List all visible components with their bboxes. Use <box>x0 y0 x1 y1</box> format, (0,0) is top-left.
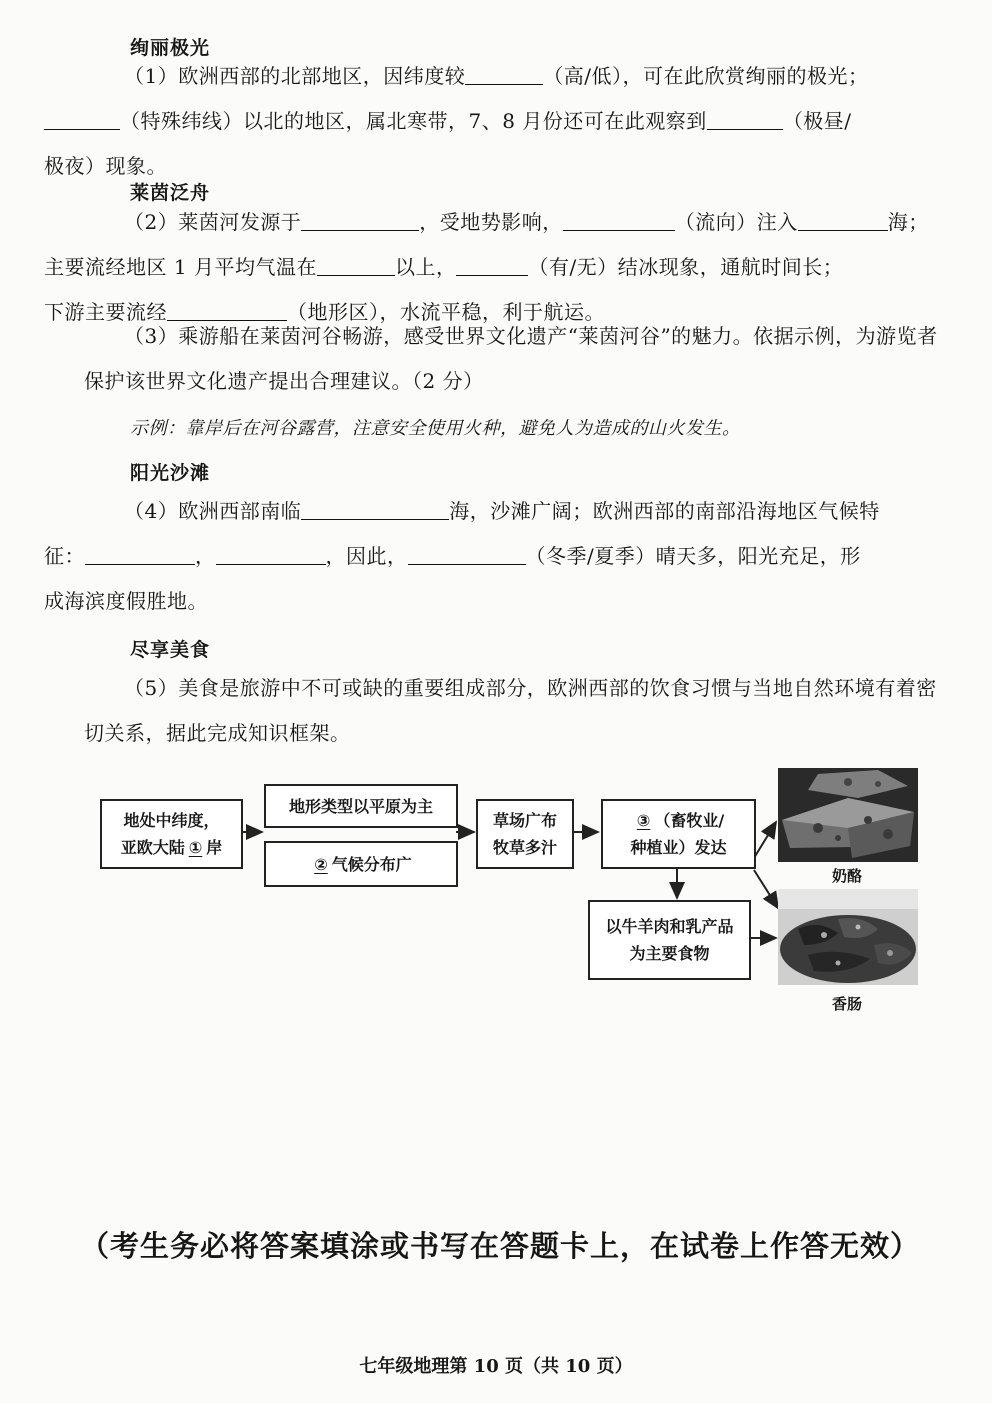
box-text: 种植业）发达 <box>630 838 727 857</box>
section-title-food: 尽享美食 <box>130 639 211 661</box>
cheese-caption: 奶酪 <box>832 867 863 885</box>
arrow <box>754 870 778 908</box>
answer-blank[interactable] <box>317 255 395 276</box>
answer-blank[interactable] <box>707 109 783 130</box>
box-text-part: 岸 <box>206 838 223 857</box>
box-text: 以牛羊肉和乳产品 <box>605 917 734 936</box>
q2-text-b: ，受地势影响， <box>419 210 563 234</box>
section-title-beach: 阳光沙滩 <box>130 462 211 484</box>
q2-text-d: 海； <box>887 210 929 234</box>
q4-text-c: 征： <box>44 544 85 568</box>
box-text: 地处中纬度， <box>123 811 220 830</box>
box-text <box>633 807 724 834</box>
box-text-part: 亚欧大陆 <box>120 838 185 857</box>
q2-text-g: （有/无）结冰现象，通航时间长； <box>528 255 844 279</box>
framework-box-pasture <box>476 799 574 869</box>
answer-blank[interactable] <box>408 544 526 565</box>
q1-text-e: 极夜）现象。 <box>44 154 167 178</box>
blank-marker-2[interactable]: ② <box>314 854 328 874</box>
q1-text-c: （特殊纬线）以北的地区，属北寒带，7、8 月份还可在此观察到 <box>120 109 707 133</box>
answer-sheet-notice: （考生务必将答案填涂或书写在答题卡上，在试卷上作答无效） <box>80 1229 921 1263</box>
box-text-part: （畜牧业/ <box>654 811 725 830</box>
sausage-caption: 香肠 <box>832 995 863 1013</box>
blank-marker-1[interactable]: ① <box>188 838 203 857</box>
answer-blank[interactable] <box>301 210 419 231</box>
answer-blank[interactable] <box>301 499 449 520</box>
question-5: （5）美食是旅游中不可或缺的重要组成部分，欧洲西部的饮食习惯与当地自然环境有着密切关系，据此完成知识框架。 <box>84 676 937 745</box>
q1-text-b: （高/低），可在此欣赏绚丽的极光； <box>543 64 869 88</box>
page-footer: 七年级地理第 10 页（共 10 页） <box>359 1356 633 1377</box>
box-text <box>121 834 223 861</box>
framework-box-agriculture <box>601 799 756 869</box>
q2-text-a: （2）莱茵河发源于 <box>124 210 302 234</box>
q4-text-a: （4）欧洲西部南临 <box>124 499 302 523</box>
framework-box-location <box>100 799 243 869</box>
box-text: 地形类型以平原为主 <box>288 796 433 816</box>
arrow <box>754 822 776 858</box>
q2-text-f: 以上， <box>394 255 457 279</box>
framework-box-terrain <box>264 784 458 828</box>
answer-blank[interactable] <box>216 544 326 565</box>
framework-box-food <box>588 900 751 980</box>
question-3: （3）乘游船在莱茵河谷畅游，感受世界文化遗产“莱茵河谷”的魅力。依据示例，为游览者保护该世界文化遗产提出合理建议。（2 分） <box>84 324 938 393</box>
box-text: 牧草多汁 <box>492 838 557 857</box>
q2-text-e: 主要流经地区 1 月平均气温在 <box>44 255 317 279</box>
box-text: 草场广布 <box>492 811 557 830</box>
answer-blank[interactable] <box>465 64 543 85</box>
q1-text-d: （极昼/ <box>782 109 852 133</box>
answer-blank[interactable] <box>563 210 675 231</box>
section-title-rhine: 莱茵泛舟 <box>130 182 211 204</box>
q4-text-f: （冬季/夏季）晴天多，阳光充足，形 <box>525 544 861 568</box>
sausage-image <box>778 889 918 985</box>
q2-text-h: 下游主要流经 <box>44 300 167 324</box>
box-text <box>310 851 412 878</box>
framework-box-climate <box>264 841 458 887</box>
answer-blank[interactable] <box>44 109 120 130</box>
q4-text-b: 海，沙滩广阔；欧洲西部的南部沿海地区气候特 <box>449 499 880 523</box>
question-1 <box>44 54 944 189</box>
q4-text-d: ， <box>195 544 216 568</box>
q2-text-i: （地形区），水流平稳，利于航运。 <box>287 300 605 324</box>
blank-marker-3[interactable]: ③ <box>636 811 651 830</box>
section-title-aurora: 绚丽极光 <box>130 37 211 59</box>
answer-blank[interactable] <box>85 544 195 565</box>
q2-text-c: （流向）注入 <box>674 210 798 234</box>
box-text: 为主要食物 <box>629 944 710 963</box>
answer-blank[interactable] <box>456 255 528 276</box>
q4-text-g: 成海滨度假胜地。 <box>44 589 208 613</box>
box-text-part: 气候分布广 <box>331 854 412 874</box>
cheese-image <box>778 768 918 862</box>
q4-text-e: ，因此， <box>325 544 408 568</box>
question-4 <box>44 489 944 624</box>
question-3-example: 示例：靠岸后在河谷露营，注意安全使用火种，避免人为造成的山火发生。 <box>130 418 741 439</box>
q1-text-a: （1）欧洲西部的北部地区，因纬度较 <box>124 64 466 88</box>
answer-blank[interactable] <box>798 210 888 231</box>
